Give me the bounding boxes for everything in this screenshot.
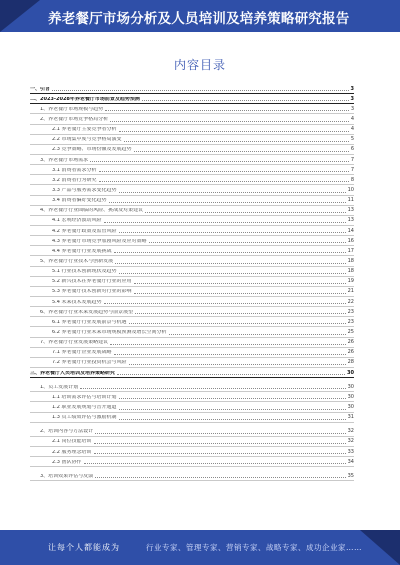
toc-entry-title: 1.3 员工绩效评估与激励机制 xyxy=(52,415,117,421)
toc-leader-dots xyxy=(134,293,346,294)
header-accent xyxy=(0,0,40,32)
toc-entry[interactable] xyxy=(30,125,354,135)
toc-entry[interactable] xyxy=(30,307,354,317)
toc-entry-title: 1、养老餐厅市场规模与趋势 xyxy=(40,106,104,112)
toc-entry-title: 二、2023-2028年养老餐厅市场前景及趋势预测 xyxy=(30,96,140,102)
toc-entry-title: 一、引言 xyxy=(30,86,51,92)
toc-entry-title: 2.1 养老餐厅主要竞争者分析 xyxy=(52,127,117,133)
toc-entry-title: 4.3 养老餐厅市场竞争加剧风险及应对策略 xyxy=(52,238,147,244)
toc-entry-title: 2、养老餐厅市场竞争格局分析 xyxy=(40,117,109,123)
toc-entry-title: 5.3 养老餐厅技术创新对行业的影响 xyxy=(52,289,132,295)
toc-entry-page: 31 xyxy=(347,414,354,421)
toc-entry-page: 28 xyxy=(347,359,354,366)
toc-leader-dots xyxy=(90,161,349,162)
toc-entry-page: 3 xyxy=(350,105,354,112)
toc-entry[interactable] xyxy=(30,437,354,447)
toc-leader-dots xyxy=(110,344,345,345)
toc-leader-dots xyxy=(109,202,346,203)
toc-entry-title: 6.2 养老餐厅行业未来市场规模预测及增长空间分析 xyxy=(52,330,167,336)
toc-entry-title: 3.2 消费者行为研究 xyxy=(52,177,97,183)
toc-entry-title: 5.1 行业技术创新现状及趋势 xyxy=(52,269,117,275)
toc-entry-title: 5.4 未来技术发展趋势 xyxy=(52,299,102,305)
toc-entry-page: 7 xyxy=(350,166,354,173)
page-header xyxy=(0,0,400,32)
toc-entry-page: 32 xyxy=(347,438,354,445)
toc-entry[interactable] xyxy=(30,236,354,246)
toc-leader-dots xyxy=(99,171,349,172)
toc-entry-page: 21 xyxy=(347,288,354,295)
toc-entry-page: 19 xyxy=(347,278,354,285)
toc-entry[interactable] xyxy=(30,196,354,206)
toc-entry-title: 5.2 新兴技术在养老餐厅行业的应用 xyxy=(52,279,132,285)
toc-leader-dots xyxy=(119,192,346,193)
toc-leader-dots xyxy=(119,419,346,420)
toc-entry[interactable] xyxy=(30,216,354,226)
page-footer xyxy=(0,530,400,565)
toc-entry-page: 13 xyxy=(347,217,354,224)
toc-leader-dots xyxy=(129,323,346,324)
toc-entry-title: 3、培训效果评估与反馈 xyxy=(40,473,94,479)
toc-entry[interactable] xyxy=(30,471,354,481)
toc-entry-title: 7、养老餐厅行业发展策略建议 xyxy=(40,340,109,346)
toc-leader-dots xyxy=(52,90,349,91)
toc-leader-dots xyxy=(149,242,346,243)
toc-entry-page: 11 xyxy=(347,197,354,204)
toc-entry[interactable] xyxy=(30,226,354,236)
toc-entry-page: 34 xyxy=(347,458,354,465)
toc-entry[interactable] xyxy=(30,338,354,348)
toc-entry[interactable] xyxy=(30,382,354,392)
toc-entry-page: 35 xyxy=(347,472,354,479)
toc-leader-dots xyxy=(135,313,345,314)
toc-entry-title: 7.1 养老餐厅企业发展战略 xyxy=(52,350,112,356)
toc-entry-title: 三、养老餐厅人员培训及培养策略研究 xyxy=(30,370,116,376)
footer-accent xyxy=(360,530,400,565)
toc-entry-page: 16 xyxy=(347,237,354,244)
toc-entry[interactable] xyxy=(30,317,354,327)
toc-entry[interactable] xyxy=(30,145,354,155)
toc-leader-dots xyxy=(105,110,349,111)
toc-leader-dots xyxy=(117,374,345,375)
toc-entry[interactable] xyxy=(30,447,354,457)
toc-entry-page: 30 xyxy=(347,383,354,390)
toc-entry-page: 22 xyxy=(347,298,354,305)
toc-entry[interactable] xyxy=(30,246,354,256)
toc-entry-page: 13 xyxy=(347,207,354,214)
toc-entry-page: 7 xyxy=(350,156,354,163)
toc-entry-page: 23 xyxy=(347,318,354,325)
toc-entry-title: 4.4 养老餐厅行业发展挑战 xyxy=(52,248,112,254)
toc-entry-title: 2.2 服务理念培训 xyxy=(52,449,92,455)
toc-entry-page: 23 xyxy=(347,308,354,315)
toc-entry[interactable] xyxy=(30,277,354,287)
toc-entry-title: 1.2 职业发展规划与晋升通道 xyxy=(52,405,117,410)
toc-leader-dots xyxy=(114,354,346,355)
toc-entry[interactable] xyxy=(30,358,354,368)
toc-entry-title: 6.1 养老餐厅行业发展前景与机遇 xyxy=(52,319,127,325)
toc-entry-title: 2.1 岗位技能培训 xyxy=(52,439,92,445)
toc-entry-title: 6、养老餐厅行业未来发展趋势与前景展望 xyxy=(40,309,134,315)
toc-entry-page: 3 xyxy=(350,95,354,102)
toc-entry-title: 4.2 养老餐厅政策及监管风险 xyxy=(52,228,117,234)
toc-entry[interactable] xyxy=(30,402,354,412)
toc-entry-page: 17 xyxy=(347,247,354,254)
toc-leader-dots xyxy=(119,409,346,410)
toc-entry-title: 4、养老餐厅行业面临的风险、挑战及对策建议 xyxy=(40,208,144,214)
toc-entry-page: 26 xyxy=(347,349,354,356)
toc-entry[interactable] xyxy=(30,165,354,175)
toc-entry-title: 3.1 消费者需求分析 xyxy=(52,167,97,173)
toc-leader-dots xyxy=(95,433,345,434)
toc-entry[interactable] xyxy=(30,457,354,467)
toc-leader-dots xyxy=(119,232,346,233)
toc-entry[interactable] xyxy=(30,297,354,307)
toc-leader-dots xyxy=(115,263,345,264)
toc-entry-title: 1.1 培训需求评估与培训计划 xyxy=(52,394,117,400)
toc-leader-dots xyxy=(95,477,345,478)
toc-entry[interactable] xyxy=(30,84,354,94)
toc-leader-dots xyxy=(94,453,346,454)
toc-leader-dots xyxy=(119,273,346,274)
toc-entry[interactable] xyxy=(30,267,354,277)
document-title: 养老餐厅市场分析及人员培训及培养策略研究报告 xyxy=(48,11,350,27)
toc-entry[interactable] xyxy=(30,392,354,402)
toc-leader-dots xyxy=(114,252,346,253)
toc-entry-page: 30 xyxy=(347,369,354,376)
toc-entry-page: 26 xyxy=(347,339,354,346)
toc-entry-page: 8 xyxy=(350,176,354,183)
toc-entry-title: 2.3 团队协作 xyxy=(52,459,82,465)
toc-entry-title: 1、员工发展计划 xyxy=(40,384,79,390)
toc-entry-page: 10 xyxy=(347,187,354,194)
toc-entry-page: 6 xyxy=(350,146,354,153)
toc-entry-page: 18 xyxy=(347,268,354,275)
toc-entry[interactable] xyxy=(30,185,354,195)
toc-entry-title: 2、培训内容与方法设计 xyxy=(40,429,94,435)
toc-entry[interactable] xyxy=(30,413,354,423)
toc-leader-dots xyxy=(142,100,349,101)
toc-entry[interactable] xyxy=(30,135,354,145)
toc-entry-page: 4 xyxy=(350,126,354,133)
toc-entry-title: 7.2 养老餐厅行业投资机会与风险 xyxy=(52,360,127,366)
toc-entry[interactable] xyxy=(30,114,354,124)
toc-entry[interactable] xyxy=(30,327,354,337)
toc-entry-page: 30 xyxy=(347,404,354,410)
toc-leader-dots xyxy=(104,303,346,304)
toc-leader-dots xyxy=(94,443,346,444)
toc-leader-dots xyxy=(99,181,349,182)
toc-entry-page: 30 xyxy=(347,393,354,400)
footer-brand: 让每个人都能成为 xyxy=(48,543,120,552)
toc-entry-page: 3 xyxy=(350,85,354,92)
toc-entry-title: 2.3 竞争策略、市场份额及发展趋势 xyxy=(52,147,132,153)
toc-leader-dots xyxy=(119,398,346,399)
toc-heading: 内容目录 xyxy=(173,58,226,72)
toc-leader-dots xyxy=(169,334,346,335)
toc-entry-title: 3、养老餐厅市场需求 xyxy=(40,157,89,163)
toc-entry[interactable] xyxy=(30,287,354,297)
toc-leader-dots xyxy=(134,151,349,152)
toc-entry-title: 2.2 市场集中度与竞争格局演变 xyxy=(52,137,122,143)
toc-leader-dots xyxy=(145,212,345,213)
toc-entry[interactable] xyxy=(30,206,354,216)
toc-leader-dots xyxy=(134,283,346,284)
toc-leader-dots xyxy=(104,222,346,223)
toc-entry[interactable] xyxy=(30,427,354,437)
toc-leader-dots xyxy=(124,141,349,142)
toc-leader-dots xyxy=(84,463,346,464)
toc-entry[interactable] xyxy=(30,256,354,266)
toc-leader-dots xyxy=(129,364,346,365)
toc-entry-page: 14 xyxy=(347,227,354,234)
toc-entry[interactable] xyxy=(30,175,354,185)
toc-entry-title: 3.3 产品与服务需求变化趋势 xyxy=(52,188,117,194)
toc-entry-page: 32 xyxy=(347,428,354,435)
toc-entry-page: 5 xyxy=(350,136,354,143)
toc-entry-title: 3.4 消费者偏好变化趋势 xyxy=(52,198,107,204)
table-of-contents xyxy=(30,84,354,481)
toc-entry-title: 4.1 宏观经济波动风险 xyxy=(52,218,102,224)
toc-entry-page: 25 xyxy=(347,329,354,336)
toc-leader-dots xyxy=(119,131,349,132)
toc-entry-title: 5、养老餐厅行业技术与创新发展 xyxy=(40,259,114,265)
toc-entry-page: 4 xyxy=(350,116,354,123)
toc-entry[interactable] xyxy=(30,104,354,114)
toc-leader-dots xyxy=(80,388,345,389)
toc-entry[interactable] xyxy=(30,348,354,358)
toc-entry-page: 33 xyxy=(347,448,354,455)
toc-entry[interactable] xyxy=(30,94,354,104)
toc-leader-dots xyxy=(110,121,349,122)
toc-entry-page: 18 xyxy=(347,258,354,265)
toc-entry[interactable] xyxy=(30,155,354,165)
toc-entry[interactable] xyxy=(30,368,354,378)
footer-slogan: 行业专家、管理专家、营销专家、战略专家、成功企业家…… xyxy=(146,543,362,552)
